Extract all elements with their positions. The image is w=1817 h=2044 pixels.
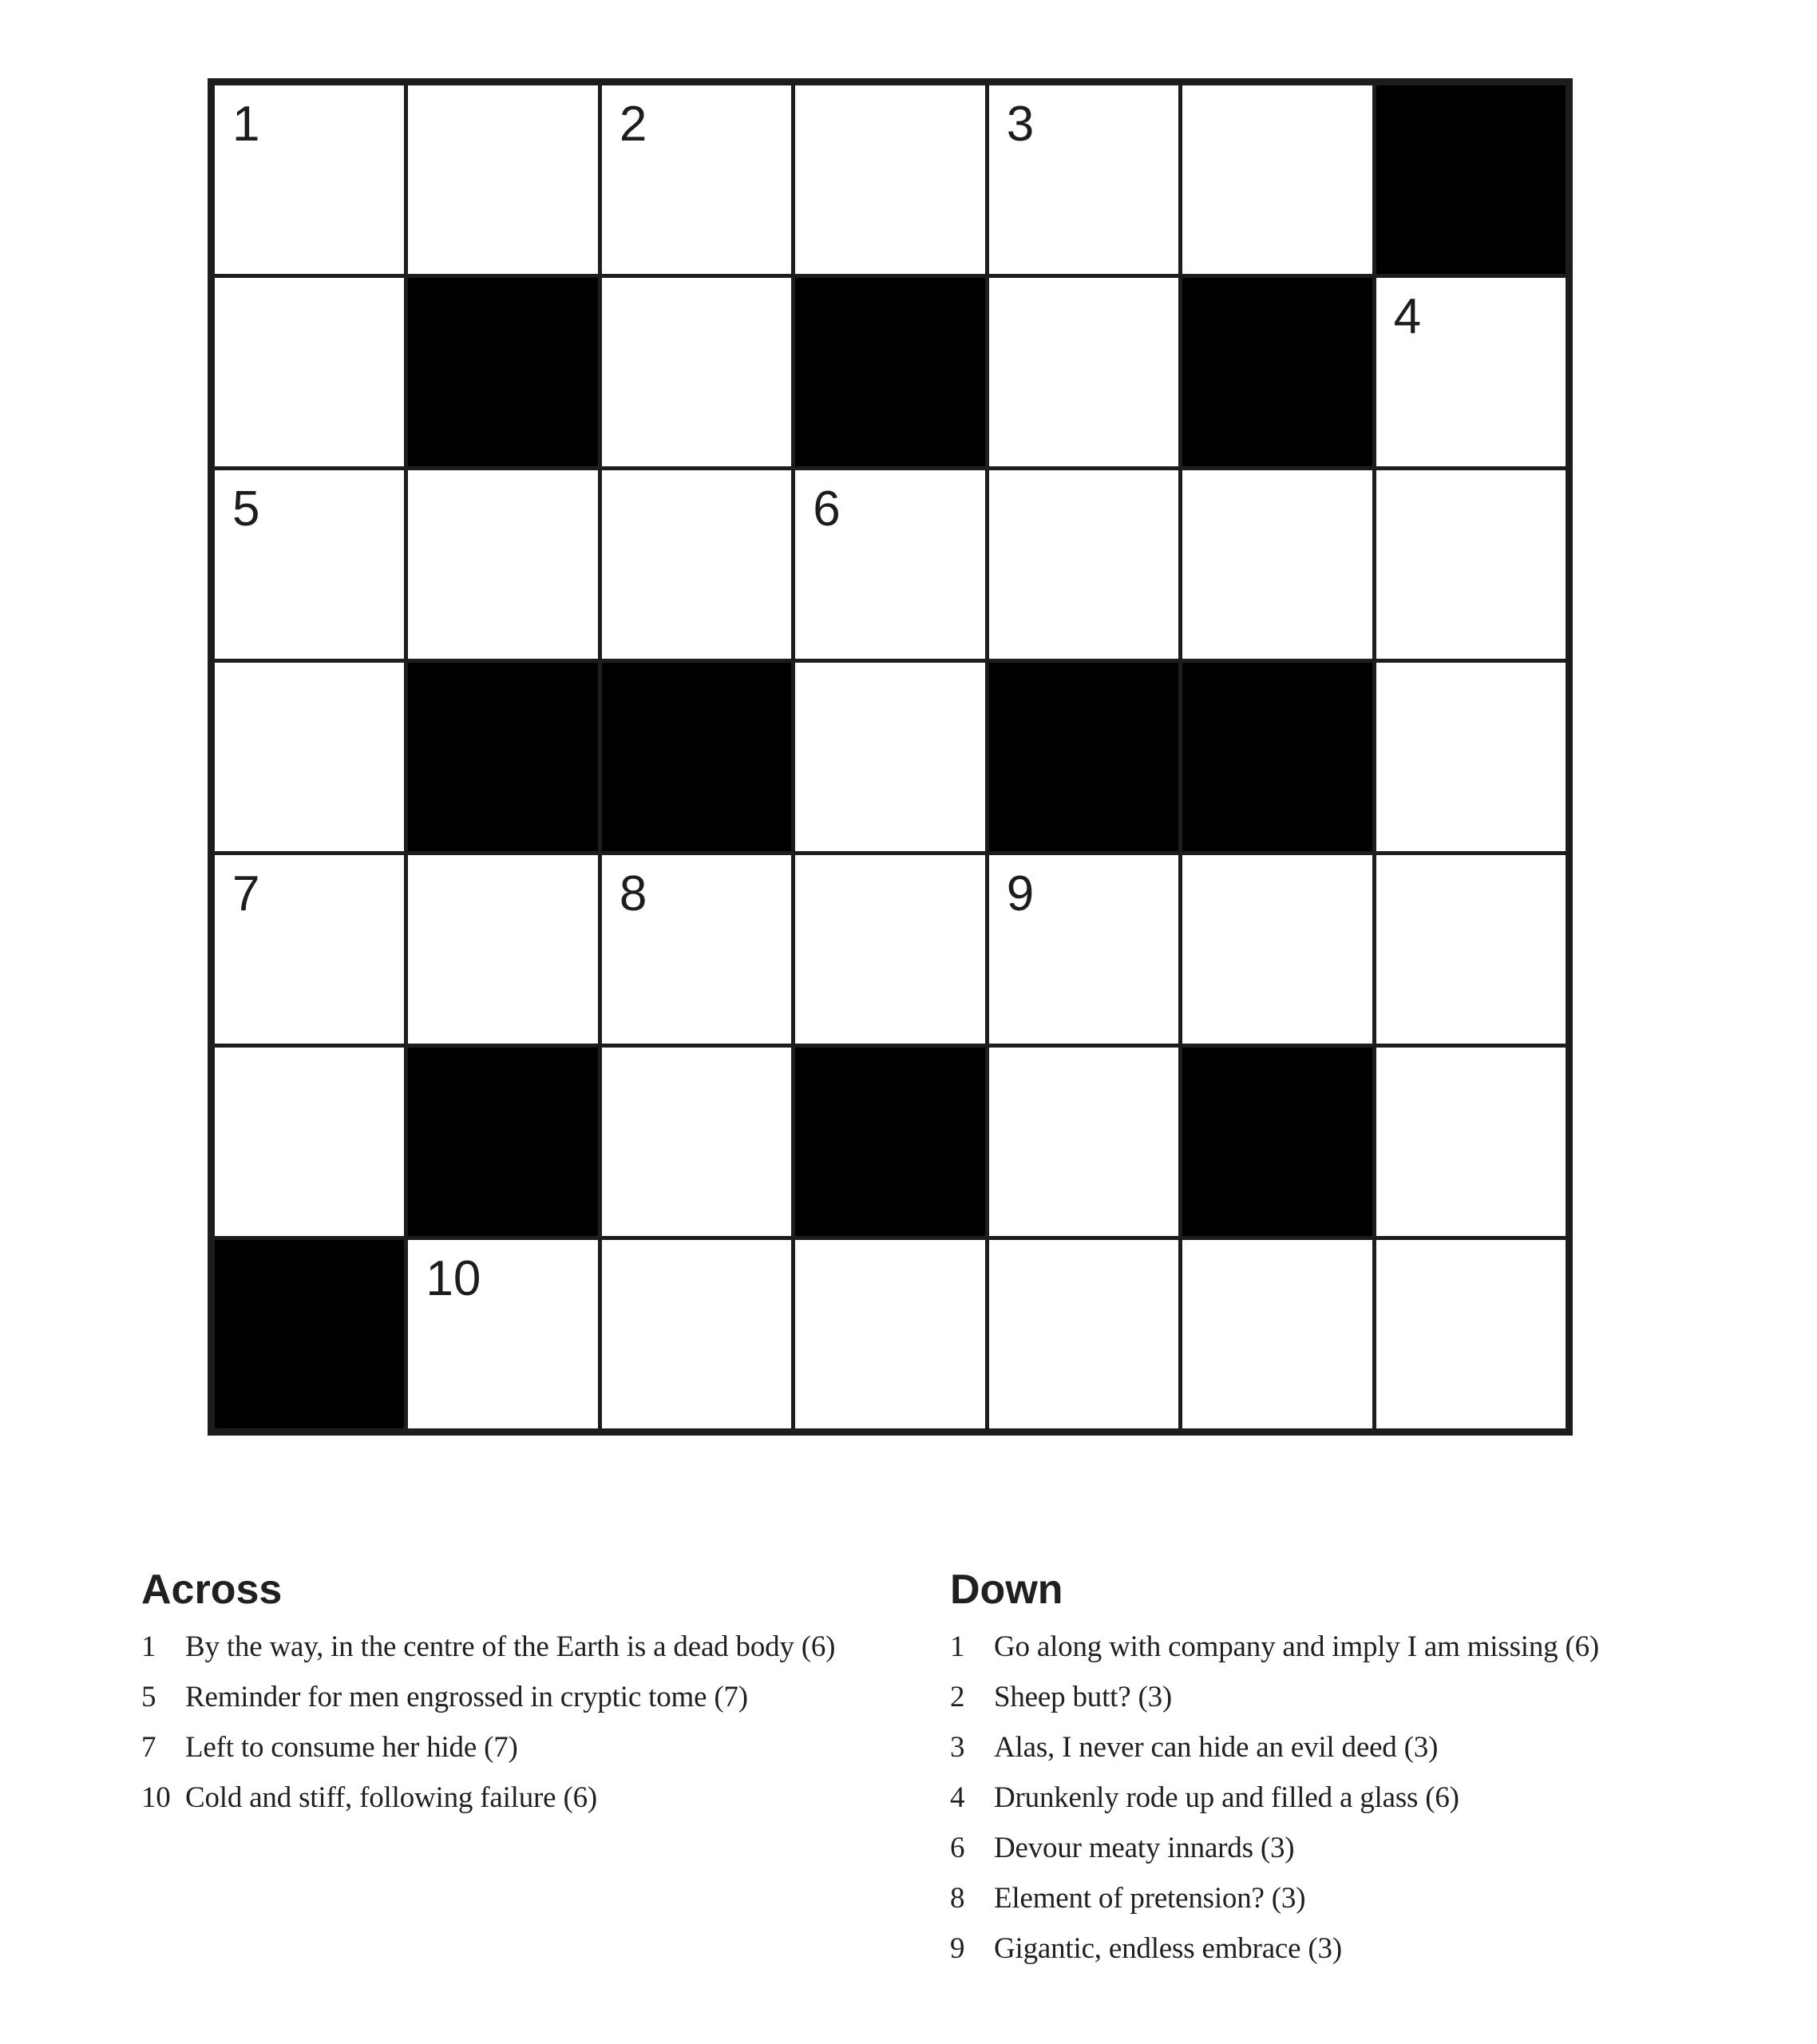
grid-cell-r1c5[interactable] — [989, 85, 1178, 274]
grid-cell-r3c6[interactable] — [1182, 470, 1372, 659]
cell-number-2: 2 — [619, 97, 647, 152]
grid-cell-r5c2[interactable] — [408, 855, 597, 1044]
across-title: Across — [141, 1567, 283, 1613]
cell-number-1: 1 — [232, 97, 260, 152]
grid-cell-r7c7[interactable] — [1376, 1240, 1566, 1428]
clue-text: Drunkenly rode up and filled a glass (6) — [994, 1781, 1459, 1814]
grid-cell-r5c1[interactable] — [215, 855, 404, 1044]
cell-number-8: 8 — [619, 866, 647, 921]
grid-cell-r1c2[interactable] — [408, 85, 597, 274]
clue-text: Devour meaty innards (3) — [994, 1832, 1295, 1864]
cell-number-6: 6 — [813, 481, 841, 537]
clue-text: Go along with company and imply I am missing (6) — [994, 1630, 1600, 1663]
clue-number: 3 — [950, 1731, 965, 1764]
grid-cell-r7c6[interactable] — [1182, 1240, 1372, 1428]
grid-cell-r5c3[interactable] — [602, 855, 791, 1044]
grid-cell-r6c3[interactable] — [602, 1048, 791, 1236]
grid-cell-r7c2[interactable] — [408, 1240, 597, 1428]
grid-cell-r6c4-block — [795, 1048, 984, 1236]
clue-number: 10 — [141, 1781, 171, 1814]
cell-number-4: 4 — [1393, 289, 1422, 344]
grid-cell-r7c4[interactable] — [795, 1240, 984, 1428]
crossword-grid — [208, 78, 1573, 1436]
across-clue-10 — [141, 1773, 944, 1823]
grid-cell-r5c7[interactable] — [1376, 855, 1566, 1044]
grid-cell-r1c6[interactable] — [1182, 85, 1372, 274]
clue-number: 4 — [950, 1781, 965, 1814]
cell-number-9: 9 — [1006, 866, 1035, 921]
grid-cell-r2c2-block — [408, 278, 597, 466]
grid-cell-r2c6-block — [1182, 278, 1372, 466]
grid-cell-r3c5[interactable] — [989, 470, 1178, 659]
clue-number: 1 — [950, 1630, 965, 1663]
grid-cell-r4c3-block — [602, 663, 791, 851]
grid-cell-r6c6-block — [1182, 1048, 1372, 1236]
down-clue-4 — [950, 1773, 1817, 1823]
grid-cell-r2c4-block — [795, 278, 984, 466]
cell-number-7: 7 — [232, 866, 260, 921]
grid-cell-r2c5[interactable] — [989, 278, 1178, 466]
grid-cell-r7c3[interactable] — [602, 1240, 791, 1428]
cell-number-3: 3 — [1006, 97, 1035, 152]
down-clue-6 — [950, 1823, 1817, 1873]
grid-cell-r4c6-block — [1182, 663, 1372, 851]
clue-number: 1 — [141, 1630, 156, 1663]
grid-cell-r1c4[interactable] — [795, 85, 984, 274]
down-clue-9 — [950, 1923, 1817, 1974]
grid-cell-r1c1[interactable] — [215, 85, 404, 274]
down-title: Down — [950, 1567, 1063, 1613]
grid-cell-r3c4[interactable] — [795, 470, 984, 659]
clue-text: By the way, in the centre of the Earth is a dead body (6) — [185, 1630, 836, 1663]
clue-number: 6 — [950, 1832, 965, 1864]
clue-text: Element of pretension? (3) — [994, 1882, 1306, 1915]
grid-cell-r6c7[interactable] — [1376, 1048, 1566, 1236]
down-clue-list — [950, 1622, 1817, 1974]
grid-cell-r1c7-block — [1376, 85, 1566, 274]
down-clue-2 — [950, 1672, 1817, 1722]
across-clue-1 — [141, 1622, 944, 1672]
cell-number-5: 5 — [232, 481, 260, 537]
clue-number: 5 — [141, 1681, 156, 1713]
clue-number: 9 — [950, 1932, 965, 1965]
clue-number: 7 — [141, 1731, 156, 1764]
grid-cell-r3c3[interactable] — [602, 470, 791, 659]
down-clue-8 — [950, 1873, 1817, 1923]
grid-cell-r4c7[interactable] — [1376, 663, 1566, 851]
grid-cell-r3c7[interactable] — [1376, 470, 1566, 659]
grid-cell-r2c3[interactable] — [602, 278, 791, 466]
clue-text: Cold and stiff, following failure (6) — [185, 1781, 597, 1814]
across-clue-list — [141, 1622, 944, 1823]
grid-cell-r3c1[interactable] — [215, 470, 404, 659]
grid-cell-r7c1-block — [215, 1240, 404, 1428]
clue-text: Alas, I never can hide an evil deed (3) — [994, 1731, 1439, 1764]
grid-cell-r4c5-block — [989, 663, 1178, 851]
grid-cell-r6c2-block — [408, 1048, 597, 1236]
clue-number: 8 — [950, 1882, 965, 1915]
grid-cell-r2c1[interactable] — [215, 278, 404, 466]
down-clue-1 — [950, 1622, 1817, 1672]
grid-cell-r4c2-block — [408, 663, 597, 851]
across-clues-section — [141, 1566, 944, 1823]
grid-cell-r6c5[interactable] — [989, 1048, 1178, 1236]
grid-cell-r5c6[interactable] — [1182, 855, 1372, 1044]
grid-cell-r3c2[interactable] — [408, 470, 597, 659]
down-clue-3 — [950, 1722, 1817, 1773]
across-clue-7 — [141, 1722, 944, 1773]
clue-text: Gigantic, endless embrace (3) — [994, 1932, 1342, 1965]
clue-text: Reminder for men engrossed in cryptic tome (7) — [185, 1681, 748, 1713]
grid-cell-r1c3[interactable] — [602, 85, 791, 274]
cell-number-10: 10 — [426, 1251, 481, 1306]
grid-cell-r4c1[interactable] — [215, 663, 404, 851]
grid-cell-r5c5[interactable] — [989, 855, 1178, 1044]
grid-cell-r5c4[interactable] — [795, 855, 984, 1044]
clue-text: Left to consume her hide (7) — [185, 1731, 518, 1764]
clue-text: Sheep butt? (3) — [994, 1681, 1173, 1713]
across-clue-5 — [141, 1672, 944, 1722]
clue-number: 2 — [950, 1681, 965, 1713]
grid-cell-r4c4[interactable] — [795, 663, 984, 851]
grid-cell-r7c5[interactable] — [989, 1240, 1178, 1428]
grid-cell-r2c7[interactable] — [1376, 278, 1566, 466]
grid-cell-r6c1[interactable] — [215, 1048, 404, 1236]
down-clues-section — [950, 1566, 1817, 1974]
